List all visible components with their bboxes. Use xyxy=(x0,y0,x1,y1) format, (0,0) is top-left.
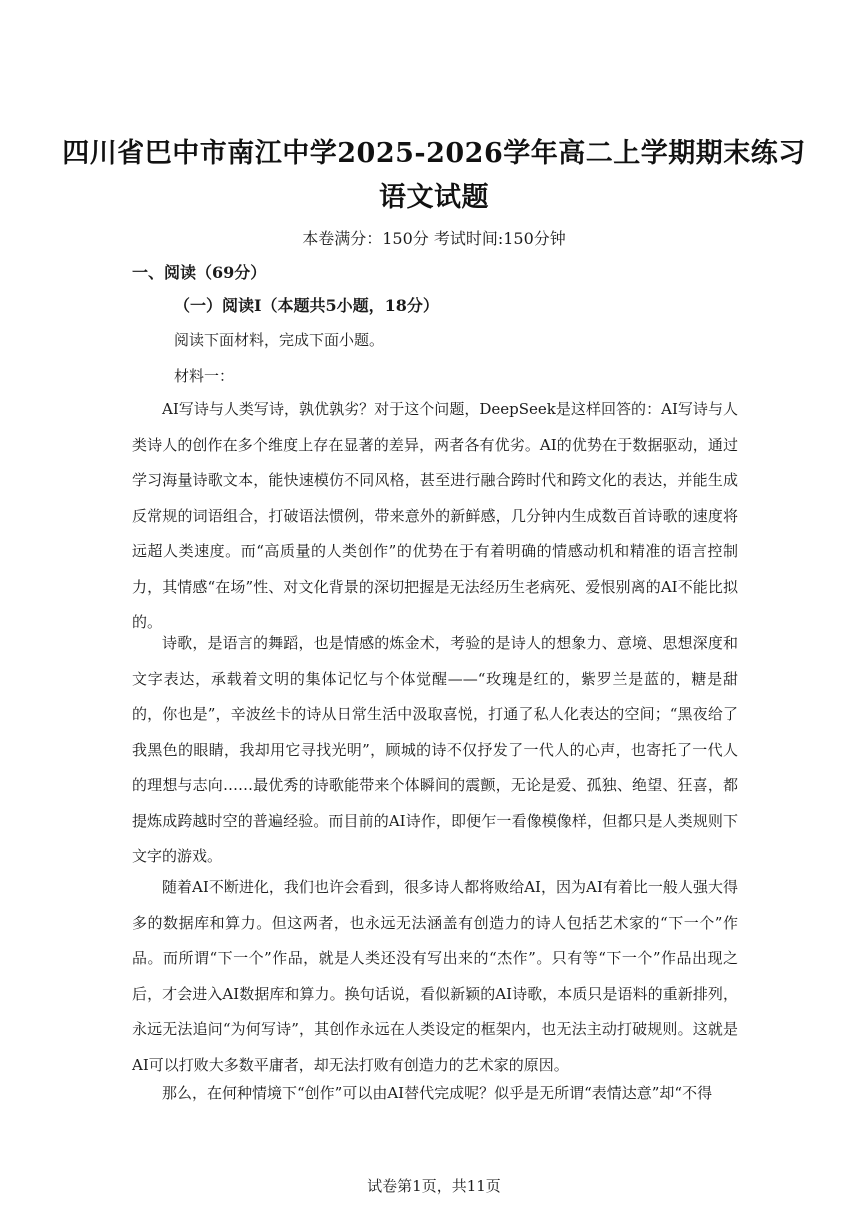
sub-heading-reading-1: （一）阅读I（本题共5小题，18分） xyxy=(174,296,439,315)
exam-title-line2: 语文试题 xyxy=(379,182,489,213)
paragraph-1: AI写诗与人类写诗，孰优孰劣？对于这个问题，DeepSeek是这样回答的：AI写诗与人类诗人的创作在多个维度上存在显著的差异，两者各有优劣。AI的优势在于数据驱动，通过学习海量诗歌文本，能快速模仿不同风格，甚至进行融合跨时代和跨文化的表达，并能生成反常规的词语组合，打破语法惯例，带来意外的新鲜感，几分钟内生成数百首诗歌的速度将远超人类速度。而“高质量的人类创作”的优势在于有着明确的情感动机和精准的语言控制力，其情感“在场”性、对文化背景的深切把握是无法经历生老病死、爱恨别离的AI不能比拟的。 xyxy=(132,400,738,631)
paragraph-2: 诗歌，是语言的舞蹈，也是情感的炼金术，考验的是诗人的想象力、意境、思想深度和文字表达，承载着文明的集体记忆与个体觉醒——“玫瑰是红的，紫罗兰是蓝的，糖是甜的，你也是”，辛波丝卡的诗从日常生活中汲取喜悦，打通了私人化表达的空间；“黑夜给了我黑色的眼睛，我却用它寻找光明”，顾城的诗不仅抒发了一代人的心声，也寄托了一代人的理想与志向……最优秀的诗歌能带来个体瞬间的震颤，无论是爱、孤独、绝望、狂喜，都提炼成跨越时空的普遍经验。而目前的AI诗作，即便乍一看像模像样，但都只是人类规则下文字的游戏。 xyxy=(132,634,738,865)
paragraph-3: 随着AI不断进化，我们也许会看到，很多诗人都将败给AI，因为AI有着比一般人强大得多的数据库和算力。但这两者，也永远无法涵盖有创造力的诗人包括艺术家的“下一个”作品。而所谓“下一个”作品，就是人类还没有写出来的“杰作”。只有等“下一个”作品出现之后，才会进入AI数据库和算力。换句话说，看似新颖的AI诗歌，本质只是语料的重新排列，永远无法追问“为何写诗”，其创作永远在人类设定的框架内，也无法主动打破规则。这就是AI可以打败大多数平庸者，却无法打败有创造力的艺术家的原因。 xyxy=(132,878,738,1074)
material-label: 材料一： xyxy=(174,367,235,385)
paragraph-4: 那么，在何种情境下“创作”可以由AI替代完成呢？似乎是无所谓“表情达意”却“不得 xyxy=(162,1084,713,1102)
reading-instruction: 阅读下面材料，完成下面小题。 xyxy=(174,331,385,349)
exam-info: 本卷满分：150分 考试时间:150分钟 xyxy=(302,229,566,248)
section-heading-reading: 一、阅读（69分） xyxy=(132,263,267,282)
exam-title-line1: 四川省巴中市南江中学2025-2026学年高二上学期期末练习 xyxy=(62,138,806,169)
page-footer: 试卷第1页，共11页 xyxy=(367,1177,501,1195)
